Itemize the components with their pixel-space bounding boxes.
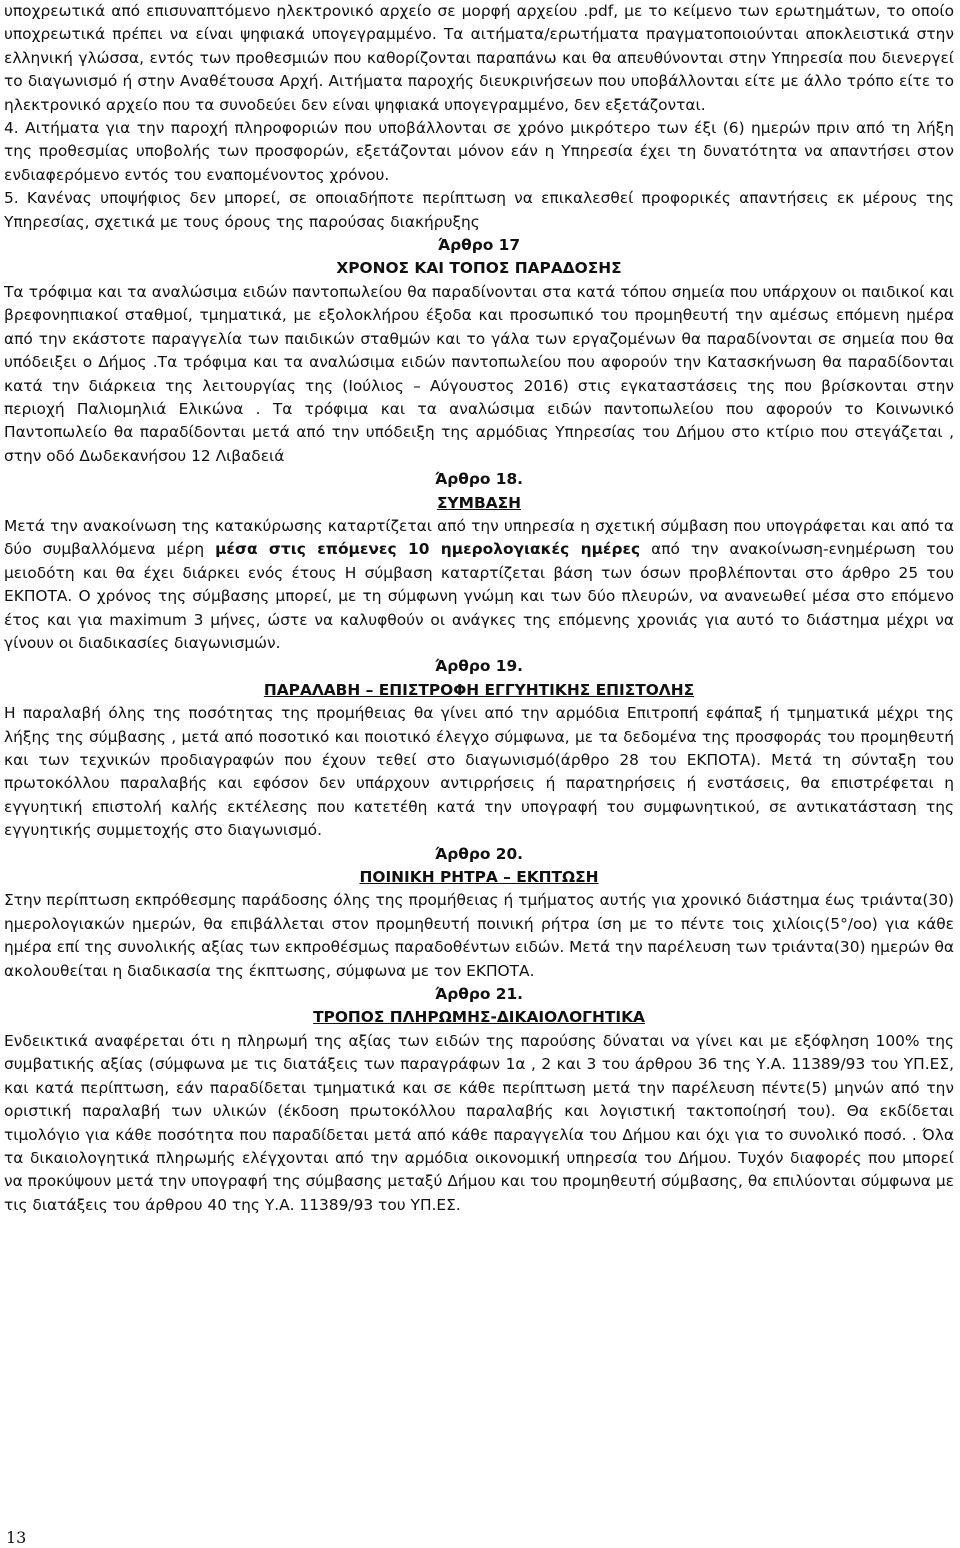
article-18-bold-deadline: μέσα στις επόμενες 10 ημερολογιακές ημέρες [215,540,641,559]
article-17-title: Άρθρο 17 [437,236,521,255]
paragraph-4: 4. Αιτήματα για την παροχή πληροφοριών που υποβάλλονται σε χρόνο μικρότερο των έξι (6) ημερών πριν από τη λήξη της προθεσμίας υποβολής των προσφορών, εξετάζονται μόνον εάν η Υπηρεσία έχει τη δυνατότητα να απαντήσει στον ενδιαφερόμενο εντός του εναπομένοντος χρόνου. [4,119,954,184]
page-number: 13 [6,1528,27,1547]
article-19-title: Άρθρο 19. [434,657,524,676]
article-20-text: Στην περίπτωση εκπρόθεσμης παράδοσης όλης της προμήθειας ή τμήματος αυτής για χρονικό διάστημα έως τριάντα(30) ημερολογιακών ημερών, θα επιβάλλεται στον προμηθευτή ποινική ρήτρα ίση με το πέντε τοις χιλίοις(5°/οο) για κάθε ημέρα επί της συνολικής αξίας των εκπροθέσμως παραδοθέντων ειδών. Μετά την παρέλευση των τριάντα(30) ημερών θα ακολουθείται η διαδικασία της έκπτωσης, σύμφωνα με τον ΕΚΠΟΤΑ. [4,891,954,980]
article-19-heading: ΠΑΡΑΛΑΒΗ – ΕΠΙΣΤΡΟΦΗ ΕΓΓΥΗΤΙΚΗΣ ΕΠΙΣΤΟΛΗΣ [263,680,695,699]
article-19-text: Η παραλαβή όλης της ποσότητας της προμήθειας θα γίνει από την αρμόδια Επιτροπή εφάπαξ ή τμηματικά μέχρι της λήξης της σύμβασης , μετά από ποσοτικό και ποιοτικό έλεγχο σύμφωνα, με τα δεδομένα της προσφοράς του προμηθευτή και των τεχνικών προδιαγραφών που έχουν τεθεί στο διαγωνισμό(άρθρο 28 του ΕΚΠΟΤΑ). Μετά τη σύνταξη του πρωτοκόλλου παραλαβής και εφόσον δεν υπάρχουν αντιρρήσεις ή παρατηρήσεις ή ενστάσεις, θα επιστρέφεται η εγγυητική επιστολή καλής εκτέλεσης που κατετέθη κατά την υπογραφή του συμφωνητικού, σε αντικατάσταση της εγγυητικής συμμετοχής στο διαγωνισμό. [4,704,954,840]
article-18-heading: ΣΥΜΒΑΣΗ [436,493,521,512]
article-18-text-part-1: Μετά την ανακοίνωση της κατακύρωσης καταρτίζεται από την υπηρεσία η σχετική σύμβαση που υπογράφεται και από τα δύο συμβαλλόμενα μέρη [4,516,954,559]
article-17-heading: ΧΡΟΝΟΣ ΚΑΙ ΤΟΠΟΣ ΠΑΡΑΔΟΣΗΣ [336,259,622,278]
article-20-title: Άρθρο 20. [434,844,524,863]
article-17-text: Τα τρόφιμα και τα αναλώσιμα ειδών παντοπωλείου θα παραδίνονται στα κατά τόπου σημεία που υπάρχουν οι παιδικοί και βρεφονηπιακοί σταθμοί, τμηματικά, με εξολοκλήρου έξοδα και προσωπικό του προμηθευτή την αμέσως επόμενη ημέρα από την εκάστοτε παραγγελία των παιδικών σταθμών και το γάλα των εργαζομένων θα παραδίνονται σε σημεία που θα υπόδειξει ο Δήμος .Τα τρόφιμα και τα αναλώσιμα ειδών παντοπωλείου που αφορούν την Κατασκήνωση θα παραδίδονται κατά την διάρκεια της λειτουργίας της (Ιούλιος – Αύγουστος 2016) στις εγκαταστάσεις της που βρίσκονται στην περιοχή Παλιομηλιά Ελικώνα . Τα τρόφιμα και τα αναλώσιμα ειδών παντοπωλείου που αφορούν το Κοινωνικό Παντοπωλείο θα παραδίδονται μετά από την υπόδειξη της αρμόδιας Υπηρεσίας του Δήμου στο κτίριο που στεγάζεται , στην οδό Δωδεκανήσου 12 Λιβαδειά [4,282,954,465]
intro-paragraph: υποχρεωτικά από επισυναπτόμενο ηλεκτρονικό αρχείο σε μορφή αρχείου .pdf, με το κείμενο των ερωτημάτων, το οποίο υποχρεωτικά πρέπει να είναι ψηφιακά υπογεγραμμένο. Τα αιτήματα/ερωτήματα πραγματοποιούνται αποκλειστικά στην ελληνική γλώσσα, εντός των προθεσμιών που καθορίζονται παραπάνω και θα απευθύνονται στην Υπηρεσία που διενεργεί το διαγωνισμό ή στην Αναθέτουσα Αρχή. Αιτήματα παροχής διευκρινήσεων που υποβάλλονται είτε με άλλο τρόπο είτε το ηλεκτρονικό αρχείο που τα συνοδεύει δεν είναι ψηφιακά υπογεγραμμένο, δεν εξετάζονται. [4,2,954,114]
article-21-heading: ΤΡΟΠΟΣ ΠΛΗΡΩΜΗΣ-ΔΙΚΑΙΟΛΟΓΗΤΙΚΑ [313,1008,645,1027]
article-21-text: Ενδεικτικά αναφέρεται ότι η πληρωμή της αξίας των ειδών της παρούσης δύναται να γίνει και με εξόφληση 100% της συμβατικής αξίας (σύμφωνα με τις διατάξεις των παραγράφων 1α , 2 και 3 του άρθρου 36 της Υ.Α. 11389/93 του ΥΠ.ΕΣ, και κατά περίπτωση, εάν παραδίδεται τμηματικά και σε κάθε περίπτωση μετά την παρέλευση πέντε(5) μηνών από την οριστική παραλαβή των υλικών (έκδοση πρωτοκόλλου παραλαβής και λογιστική τακτοποίησή του). Θα εκδίδεται τιμολόγιο για κάθε ποσότητα που παραδίδεται μετά από κάθε παραγγελία του Δήμου και όχι για το συνολικό ποσό. . Όλα τα δικαιολογητικά πληρωμής ελέγχονται από την αρμόδια οικονομική υπηρεσία του Δήμου. Τυχόν διαφορές που μπορεί να προκύψουν μετά την υπογραφή της σύμβασης μεταξύ Δήμου και του προμηθευτή σύμβασης, θα επιλύονται σύμφωνα με τις διατάξεις του άρθρου 40 της Υ.Α. 11389/93 του ΥΠ.ΕΣ. [4,1031,954,1214]
article-18-text-part-2: από την ανακοίνωση-ενημέρωση του μειοδότη και θα έχει διάρκει ενός έτους Η σύμβαση καταρτίζεται βάση των όσων προβλέπονται στο άρθρο 25 του ΕΚΠΟΤΑ. Ο χρόνος της σύμβασης μπορεί, με τη σύμφωνη γνώμη και των δύο πλευρών, να ανανεωθεί μέσα στο επόμενο έτος και για maximum 3 μήνες, ώστε να καλυφθούν οι ανάγκες της επόμενης χρονιάς για αυτό το διάστημα μέχρι να γίνουν οι διαδικασίες διαγωνισμών. [4,540,954,652]
article-18-text [4,515,954,655]
paragraph-5: 5. Κανένας υποψήφιος δεν μπορεί, σε οποιαδήποτε περίπτωση να επικαλεσθεί προφορικές απαντήσεις εκ μέρους της Υπηρεσίας, σχετικά με τους όρους της παρούσας διακήρυξης [4,189,954,231]
document-page [4,0,954,1548]
article-18-title: Άρθρο 18. [434,470,524,489]
article-20-heading: ΠΟΙΝΙΚΗ ΡΗΤΡΑ – ΕΚΠΤΩΣΗ [359,868,599,887]
article-21-title: Άρθρο 21. [434,985,524,1004]
